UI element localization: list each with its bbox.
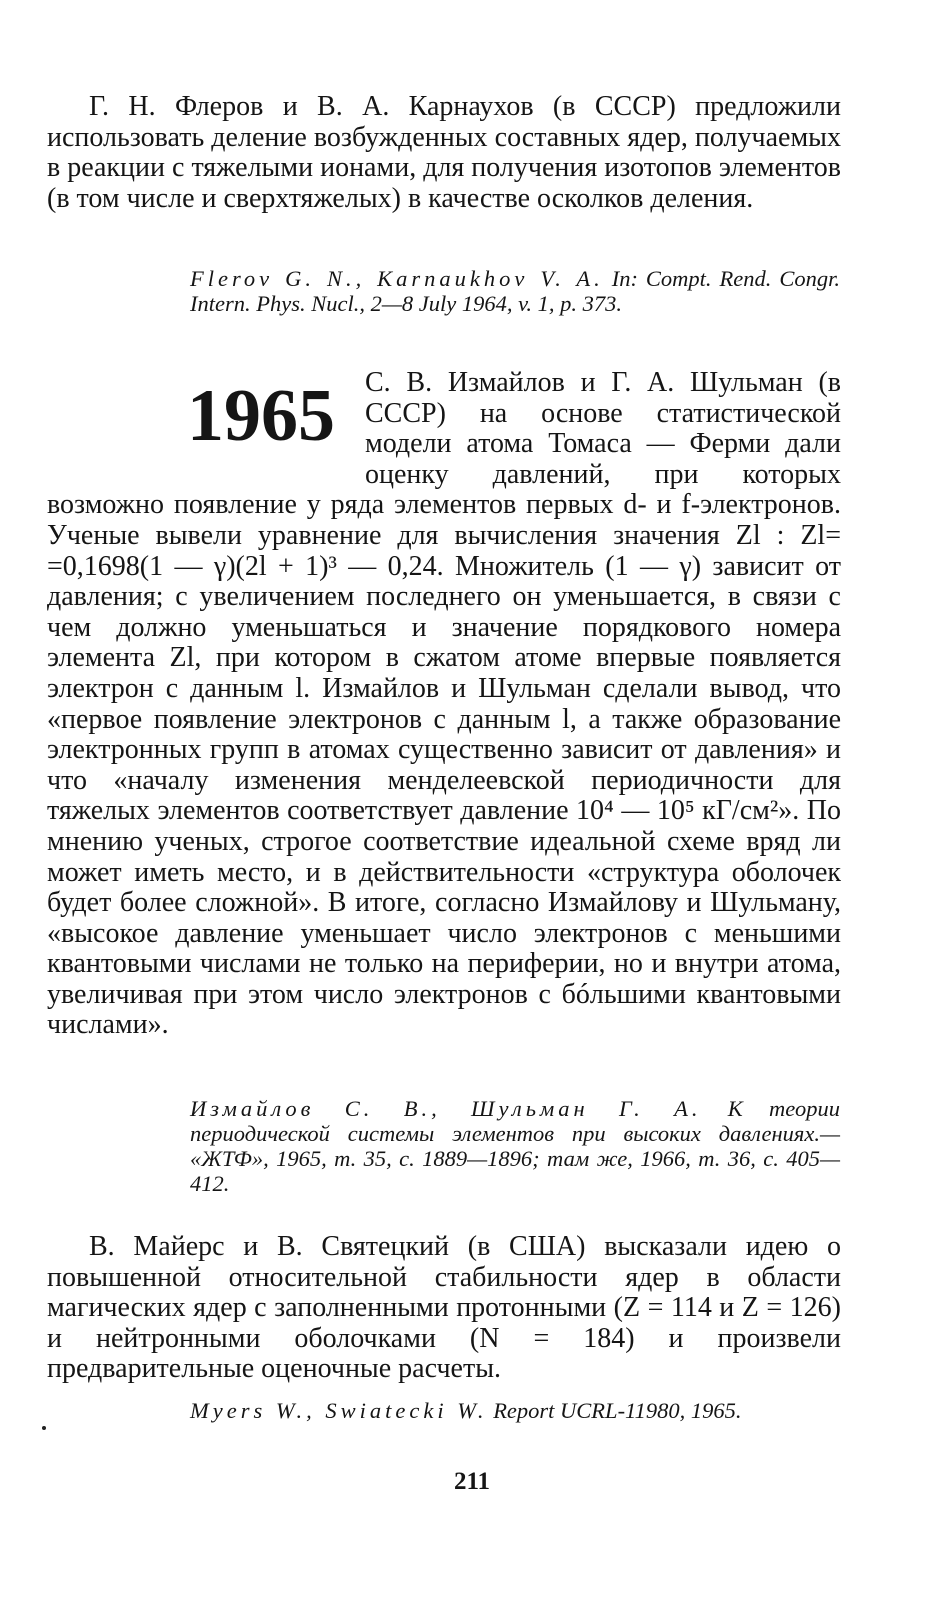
reference-myers-authors: Myers W., Swiatecki W.	[190, 1398, 488, 1423]
reference-izmailov-authors: Измайлов С. В., Шульман Г. А.	[190, 1096, 702, 1121]
reference-flerov-authors: Flerov G. N., Karnaukhov V. A.	[190, 266, 604, 291]
reference-flerov	[190, 266, 840, 316]
reference-myers-source: Report UCRL-11980, 1965.	[487, 1398, 742, 1423]
ink-dot	[42, 1426, 46, 1430]
paragraph-flerov	[47, 92, 841, 214]
reference-izmailov-source: К теории периодической системы элементов при высоких давлениях.— «ЖТФ», 1965, т. 35, с. 1889—1896; там же, 1966, т. 36, с. 405—412.	[190, 1096, 841, 1196]
paragraph-izmailov	[47, 368, 841, 1041]
year-heading: 1965	[187, 375, 335, 457]
paragraph-flerov-text: Г. Н. Флеров и В. А. Карнаухов (в СССР) предложили использовать деление возбужденных составных ядер, получаемых в реакции с тяжелыми ионами, для получения изотопов элементов (в том числе и сверхтяжелых) в качестве осколков деления.	[47, 91, 841, 214]
reference-myers	[190, 1398, 840, 1423]
reference-izmailov	[190, 1096, 840, 1196]
page-number: 211	[453, 1468, 491, 1495]
paragraph-myers-text: В. Майерс и В. Святецкий (в США) высказали идею о повышенной относительной стабильности ядер в области магических ядер с заполненными протонными (Z = 114 и Z = 126) и нейтронными оболочками (N = 184) и произвели предварительные оценочные расчеты.	[47, 1231, 841, 1385]
paragraph-izmailov-text: С. В. Измайлов и Г. А. Шульман (в СССР) на основе статистической модели атома Томаса — Ферми дали оценку давлений, при которых возможно появление у ряда элементов первых d- и f-электронов. Ученые вывели уравнение для вычисления значения Zl : Zl= =0,1698(1 — γ)(2l + 1)³ — 0,24. Множитель (1 — γ) зависит от давления; с увеличением последнего он уменьшается, в связи с чем должно уменьшаться и значение порядкового номера элемента Zl, при котором в сжатом атоме впервые появляется электрон с данным l. Измайлов и Шульман сделали вывод, что «первое появление электронов с данным l, а также образование электронных групп в атомах существенно зависит от давления» и что «началу изменения менделеевской периодичности для тяжелых элементов соответствует давление 10⁴ — 10⁵ кГ/см²». По мнению ученых, строгое соответствие идеальной схеме вряд ли может иметь место, и в действительности «структура оболочек будет более сложной». В итоге, согласно Измайлову и Шульману, «высокое давление уменьшает число электронов с меньшими квантовыми числами не только на периферии, но и внутри атома, увеличивая при этом число электронов с бóльшими квантовыми числами».	[47, 367, 841, 1041]
paragraph-myers	[47, 1232, 841, 1385]
reference-flerov-source: In: Compt. Rend. Congr. Intern. Phys. Nucl., 2—8 July 1964, v. 1, p. 373.	[190, 266, 840, 316]
